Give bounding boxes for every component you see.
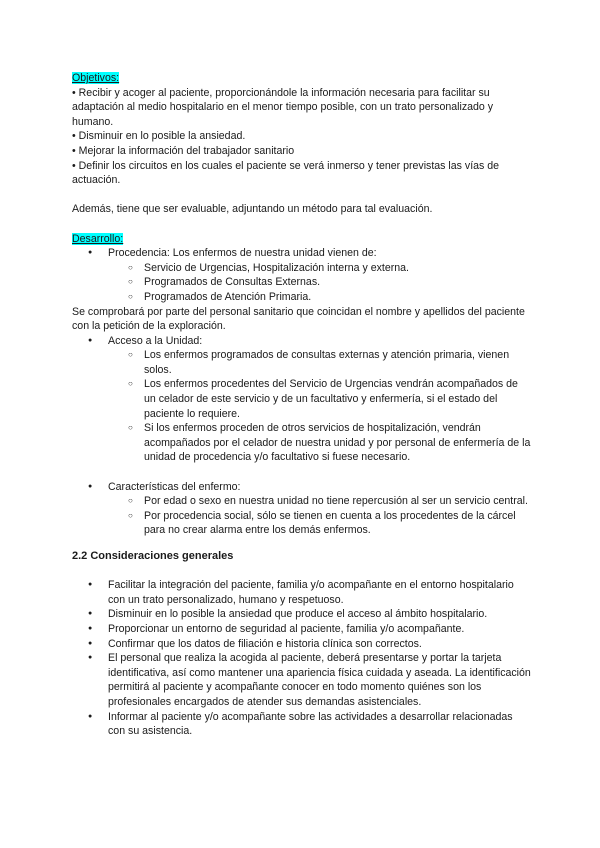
list-item: ● Facilitar la integración del paciente, familia y/o acompañante en el entorno hospitalario con un trato personalizado, humano y respetuoso. bbox=[72, 578, 532, 607]
procedencia-label: Procedencia: Los enfermos de nuestra unidad vienen de: bbox=[108, 247, 377, 260]
desarrollo-heading-text: Desarrollo: bbox=[72, 232, 124, 245]
document-body bbox=[72, 71, 532, 739]
caracteristicas-sublist bbox=[108, 494, 532, 538]
consideraciones-list bbox=[72, 578, 532, 739]
list-item: ○ Servicio de Urgencias, Hospitalización interna y externa. bbox=[108, 261, 532, 276]
consideraciones-heading: 2.2 Consideraciones generales bbox=[72, 550, 234, 562]
list-item: ● Confirmar que los datos de filiación e historia clínica son correctos. bbox=[72, 637, 532, 652]
caracteristicas-label: Características del enfermo: bbox=[108, 480, 241, 493]
comprobara-paragraph: Se comprobará por parte del personal sanitario que coincidan el nombre y apellidos del paciente con la petición de la exploración. bbox=[72, 305, 525, 333]
objetivos-heading bbox=[72, 71, 532, 86]
objetivo-line: • Mejorar la información del trabajador sanitario bbox=[72, 144, 295, 157]
list-item bbox=[72, 480, 532, 538]
objetivos-heading-text: Objetivos: bbox=[72, 72, 120, 84]
list-item: ○ Por edad o sexo en nuestra unidad no tiene repercusión al ser un servicio central. bbox=[108, 494, 532, 509]
objetivo-line: • Disminuir en lo posible la ansiedad. bbox=[72, 130, 246, 143]
list-item: ○ Los enfermos programados de consultas externas y atención primaria, vienen solos. bbox=[108, 348, 532, 377]
list-item: ○ Programados de Atención Primaria. bbox=[108, 290, 532, 305]
procedencia-list bbox=[72, 246, 532, 304]
list-item: ● Proporcionar un entorno de seguridad al paciente, familia y/o acompañante. bbox=[72, 622, 532, 637]
objetivo-line: • Definir los circuitos en los cuales el paciente se verá inmerso y tener previstas las vías de actuación. bbox=[72, 159, 500, 187]
list-item: ○ Por procedencia social, sólo se tienen en cuenta a los procedentes de la cárcel para no crear alarma entre los demás enfermos. bbox=[108, 509, 532, 538]
list-item: ● Informar al paciente y/o acompañante sobre las actividades a desarrollar relacionadas con su asistencia. bbox=[72, 710, 532, 739]
list-item: ● Disminuir en lo posible la ansiedad que produce el acceso al ámbito hospitalario. bbox=[72, 607, 532, 622]
list-item: ○ Si los enfermos proceden de otros servicios de hospitalización, vendrán acompañados por el celador de nuestra unidad y por personal de enfermería de la unidad de procedencia y/o facultativo si fuese necesario. bbox=[108, 421, 532, 465]
objetivo-line: • Recibir y acoger al paciente, proporcionándole la información necesaria para facilitar su adaptación al medio hospitalario en el menor tiempo posible, con un trato personalizado y humano. bbox=[72, 86, 494, 128]
acceso-sublist bbox=[108, 348, 532, 465]
procedencia-sublist bbox=[108, 261, 532, 305]
list-item bbox=[72, 246, 532, 304]
desarrollo-heading bbox=[72, 232, 532, 247]
list-item: ○ Los enfermos procedentes del Servicio de Urgencias vendrán acompañados de un celador de este servicio y de un facultativo y enfermería, si el estado del paciente lo requiere. bbox=[108, 377, 532, 421]
list-item bbox=[72, 334, 532, 465]
acceso-label: Acceso a la Unidad: bbox=[108, 334, 203, 347]
acceso-list bbox=[72, 334, 532, 465]
list-item: ● El personal que realiza la acogida al paciente, deberá presentarse y portar la tarjeta identificativa, así como mantener una apariencia física cuidada y aseada. La identificación permitirá al paciente y acompañante conocer en todo momento quiénes son los profesionales encargados de atender sus demandas asistenciales. bbox=[72, 651, 532, 709]
evaluable-paragraph: Además, tiene que ser evaluable, adjuntando un método para tal evaluación. bbox=[72, 203, 433, 216]
list-item: ○ Programados de Consultas Externas. bbox=[108, 275, 532, 290]
caracteristicas-list bbox=[72, 480, 532, 538]
